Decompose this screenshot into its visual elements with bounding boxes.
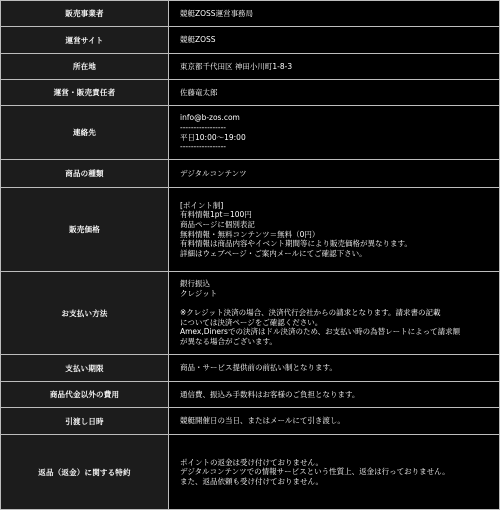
- row-header: 販売価格: [0, 188, 169, 272]
- value-line: 有料情報1pt＝100円: [180, 210, 252, 220]
- row-header: 運営サイト: [0, 27, 169, 54]
- value-line: 無料情報・無料コンテンツ＝無料（0円）: [180, 229, 320, 239]
- row-header: 商品の種類: [0, 160, 169, 188]
- table-row: [0, 382, 500, 408]
- value-line: [180, 299, 499, 309]
- table-row: [0, 80, 500, 106]
- table-row: [0, 435, 500, 510]
- table-row: [0, 0, 500, 27]
- value-line: 通信費、振込み手数料はお客様のご負担となります。: [180, 389, 360, 399]
- value-line[interactable]: info@b-zos.com: [180, 113, 240, 123]
- table-row: [0, 106, 500, 160]
- value-line: -----------------: [180, 142, 227, 152]
- row-header: 返品（返金）に関する特約: [0, 435, 169, 510]
- value-line: デジタルコンテンツでの情報サービスという性質上、返金は行っておりません。: [180, 467, 450, 477]
- value-line: 佐藤竜太郎: [180, 87, 218, 97]
- row-value: [169, 106, 500, 160]
- table-row: [0, 188, 500, 272]
- value-line: デジタルコンテンツ: [180, 168, 247, 178]
- value-line: Amex,Dinersでの決済はドル決済のため、お支払い時の為替レートによって請求額: [180, 327, 461, 337]
- row-value: [169, 435, 500, 510]
- value-line: また、返品依頼も受け付けておりません。: [180, 476, 323, 486]
- row-value: [169, 382, 500, 408]
- value-line: 平日10:00～19:00: [180, 132, 246, 142]
- row-header: 商品代金以外の費用: [0, 382, 169, 408]
- row-value: [169, 188, 500, 272]
- value-line: 競艇開催日の当日、またはメールにて引き渡し。: [180, 416, 345, 426]
- value-line: 商品ページに個別表記: [180, 219, 255, 229]
- value-line: -----------------: [180, 122, 227, 132]
- table-row: [0, 272, 500, 355]
- row-value: [169, 355, 500, 382]
- row-value: [169, 0, 500, 27]
- value-line: 競艇ZOSS: [180, 35, 216, 45]
- value-line: クレジット: [180, 289, 218, 299]
- row-header: 販売事業者: [0, 0, 169, 27]
- value-line: 商品・サービス提供前の前払い制となります。: [180, 363, 337, 373]
- table-row: [0, 355, 500, 382]
- value-line: が異なる場合がございます。: [180, 336, 277, 346]
- row-value: [169, 160, 500, 188]
- table-row: [0, 54, 500, 80]
- value-line: 東京都千代田区 神田小川町1-8-3: [180, 61, 293, 71]
- row-value: [169, 54, 500, 80]
- row-value: [169, 80, 500, 106]
- value-line: [ポイント制]: [180, 200, 224, 210]
- row-header: 支払い期限: [0, 355, 169, 382]
- row-header: 連絡先: [0, 106, 169, 160]
- value-line: については決済ページをご確認ください。: [180, 317, 323, 327]
- row-header: 運営・販売責任者: [0, 80, 169, 106]
- row-header: 所在地: [0, 54, 169, 80]
- row-header: 引渡し日時: [0, 408, 169, 435]
- value-line: 銀行振込: [180, 279, 210, 289]
- value-line: ※クレジット決済の場合、決済代行会社からの請求となります。請求書の記載: [180, 308, 441, 318]
- table-row: [0, 408, 500, 435]
- value-line: ポイントの返金は受け付けておりません。: [180, 457, 323, 467]
- table-row: [0, 160, 500, 188]
- table-row: [0, 27, 500, 54]
- row-value: [169, 408, 500, 435]
- row-header: お支払い方法: [0, 272, 169, 355]
- row-value: [169, 272, 500, 355]
- value-line: 詳細はウェブページ・ご案内メールにてご確認下さい。: [180, 248, 367, 258]
- value-line: 競艇ZOSS運営事務局: [180, 8, 254, 18]
- row-value: [169, 27, 500, 54]
- value-line: 有料情報は商品内容やイベント期間等により販売価格が異なります。: [180, 239, 412, 249]
